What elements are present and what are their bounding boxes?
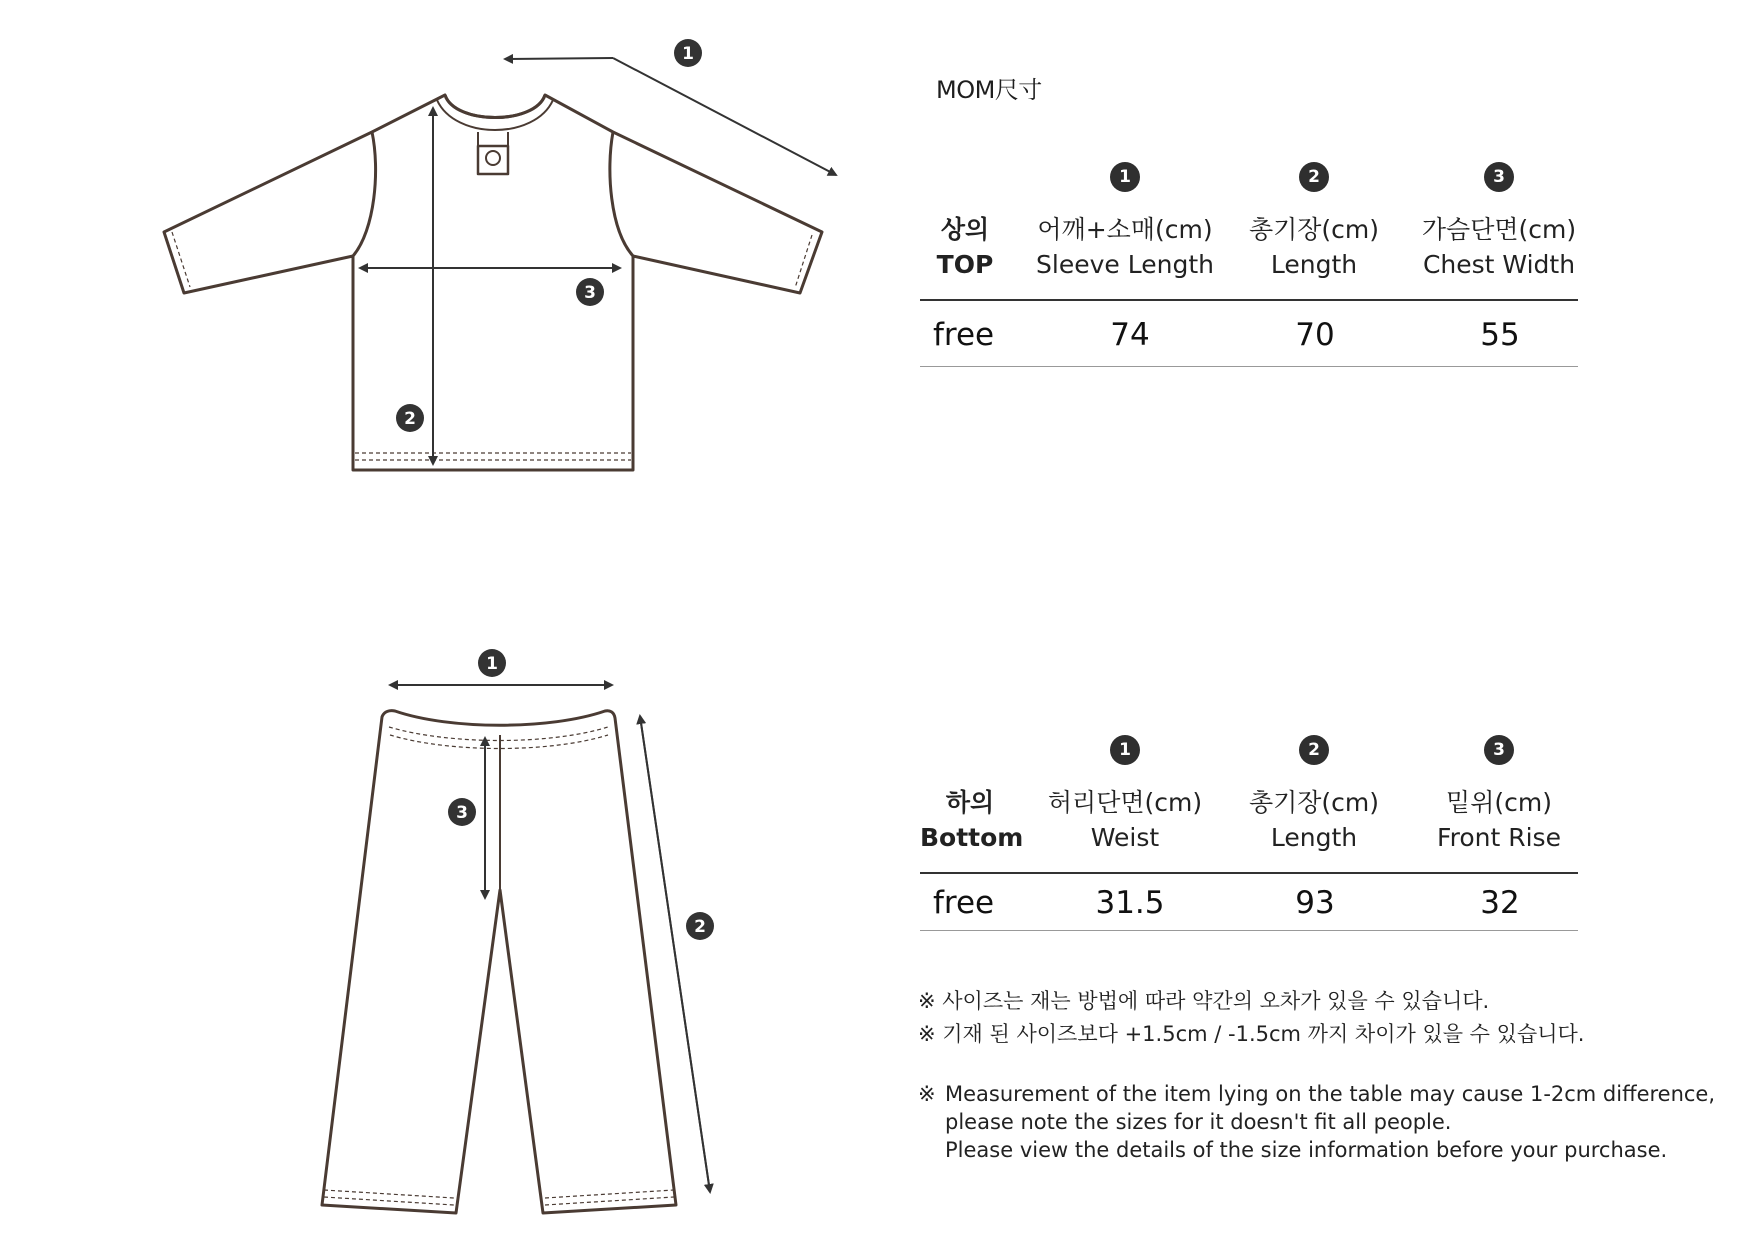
bottom-col-3-ko: 밑위(cm): [1446, 788, 1552, 817]
size-notes-ko: [918, 985, 1584, 1051]
note-en-line-3: Please view the details of the size information before your purchase.: [945, 1138, 1668, 1162]
top-col-badge-1: 1: [1110, 162, 1140, 192]
bottom-lead-ko: 하의: [945, 788, 995, 817]
bottom-measure-badges: [448, 649, 714, 940]
top-lead-ko: 상의: [940, 215, 990, 244]
bottom-col-1-ko: 허리단면(cm): [1047, 788, 1203, 817]
top-measure-arrows: [360, 58, 836, 464]
bottom-value-length: 93: [1295, 885, 1335, 921]
note-ko-2: ※ 기재 된 사이즈보다 +1.5cm / -1.5cm 까지 차이가 있을 수 있습니다.: [918, 1022, 1585, 1046]
bottom-col-badge-2: 2: [1299, 735, 1329, 765]
bottom-col-3-en: Front Rise: [1437, 823, 1561, 852]
top-col-3-ko: 가슴단면(cm): [1421, 215, 1577, 244]
bottom-value-rise: 32: [1480, 885, 1520, 921]
bottom-col-2-ko: 총기장(cm): [1248, 788, 1380, 817]
bottom-pants-diagram: [322, 711, 676, 1213]
note-en-line-2: please note the sizes for it doesn't fit all people.: [945, 1110, 1452, 1134]
top-col-badge-3: 3: [1484, 162, 1514, 192]
bottom-col-length: [1234, 785, 1394, 855]
note-en-line-1: Measurement of the item lying on the table may cause 1-2cm difference,: [945, 1082, 1716, 1106]
bottom-col-2-en: Length: [1270, 823, 1358, 852]
note-ko-1: ※ 사이즈는 재는 방법에 따라 약간의 오차가 있을 수 있습니다.: [918, 989, 1490, 1013]
bottom-lead-en: Bottom: [920, 823, 1024, 852]
bottom-lead-cell: [920, 785, 1024, 855]
bottom-label-3: 3: [456, 803, 468, 823]
top-col-2-ko: 총기장(cm): [1248, 215, 1380, 244]
top-col-badge-2: 2: [1299, 162, 1329, 192]
top-lead-en: TOP: [936, 250, 994, 279]
bottom-label-1: 1: [486, 654, 498, 674]
top-shirt-diagram: [164, 95, 822, 470]
top-col-2-en: Length: [1270, 250, 1358, 279]
bottom-size-table: [920, 735, 1578, 935]
bottom-measure-arrows: [390, 685, 710, 1192]
top-col-chest: [1410, 212, 1588, 282]
top-column-badges: [920, 162, 1578, 202]
note-en-mark: ※: [918, 1082, 936, 1106]
top-size-label: free: [933, 317, 995, 353]
top-value-sleeve: 74: [1110, 317, 1150, 353]
bottom-row-rule: [920, 930, 1578, 931]
top-label-2: 2: [404, 409, 416, 429]
bottom-size-label: free: [933, 885, 995, 921]
top-label-1: 1: [682, 44, 694, 64]
bottom-col-waist: [1035, 785, 1215, 855]
bottom-col-badge-1: 1: [1110, 735, 1140, 765]
bottom-col-badge-3: 3: [1484, 735, 1514, 765]
bottom-header-rule: [920, 872, 1578, 874]
top-label-3: 3: [584, 283, 596, 303]
top-col-sleeve: [1035, 212, 1215, 282]
top-value-chest: 55: [1480, 317, 1520, 353]
bottom-col-rise: [1410, 785, 1588, 855]
top-col-3-en: Chest Width: [1422, 250, 1576, 279]
top-table-header: [920, 212, 1578, 292]
bottom-label-2: 2: [694, 917, 706, 937]
bottom-value-waist: 31.5: [1095, 885, 1165, 921]
top-col-1-ko: 어깨+소매(cm): [1037, 215, 1213, 244]
size-note-en: [918, 1080, 1718, 1164]
top-header-rule: [920, 299, 1578, 301]
top-col-length: [1234, 212, 1394, 282]
page-title: MOM尺寸: [936, 76, 1042, 104]
bottom-col-1-en: Weist: [1090, 823, 1160, 852]
bottom-column-badges: [920, 735, 1578, 775]
top-lead-cell: [920, 212, 1010, 282]
bottom-table-header: [920, 785, 1578, 865]
top-value-length: 70: [1295, 317, 1335, 353]
top-size-table: [920, 162, 1578, 372]
top-col-1-en: Sleeve Length: [1036, 250, 1214, 279]
top-row-rule: [920, 366, 1578, 367]
